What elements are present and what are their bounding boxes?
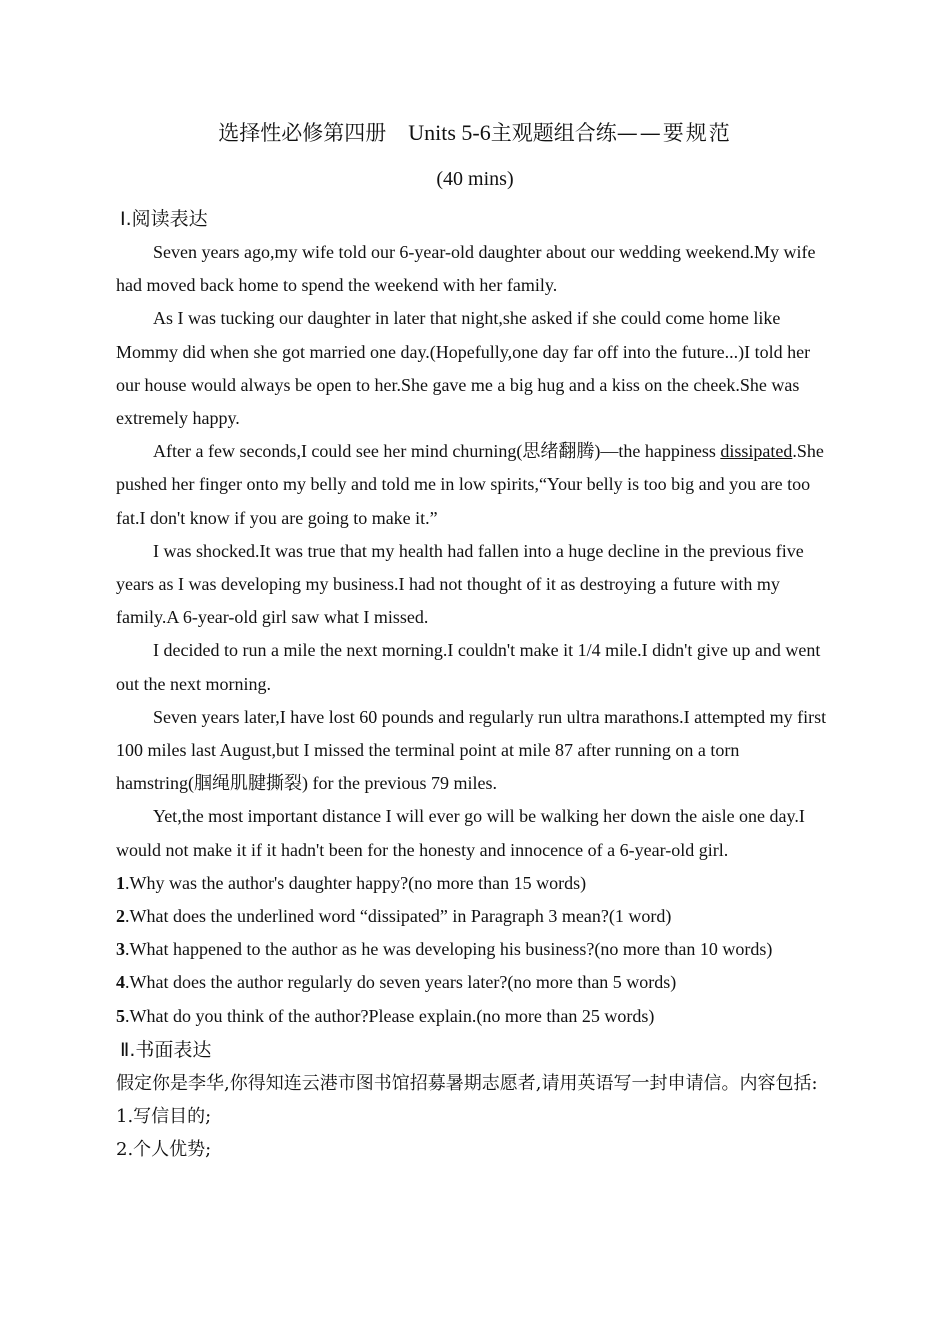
page-title [0,116,950,150]
title-units: Units 5-6 [408,120,491,145]
title-dash: —— [616,121,663,145]
question-2 [116,900,838,933]
question-number: 1 [116,872,125,893]
question-number: 3 [116,939,125,960]
underlined-word: dissipated [720,441,793,462]
writing-prompt: 假定你是李华,你得知连云港市图书馆招募暑期志愿者,请用英语写一封申请信。内容包括: [116,1072,818,1094]
time-limit: (40 mins) [436,168,514,190]
title-cn-main: 主观题组合练 [490,121,617,145]
section-heading-reading: Ⅰ.阅读表达 [120,208,208,230]
question-1 [116,867,838,900]
question-number: 2 [116,906,125,927]
paragraph-3 [116,435,838,535]
question-text: .What do you think of the author?Please explain.(no more than 25 words) [125,1005,655,1026]
question-5 [116,1000,838,1033]
question-4 [116,966,838,999]
paragraph: As I was tucking our daughter in later that night,she asked if she could come home like Mommy did when she got married one day.(Hopefully,one day far off into the future...)I told her our house would always be open to her.She gave me a big hug and a kiss on the cheek.She was extremely happy. [116,308,811,429]
content [116,202,838,1166]
writing-item-1: 1.写信目的; [116,1106,212,1128]
writing-item-2: 2.个人优势; [116,1139,212,1161]
paragraph: Yet,the most important distance I will ever go will be walking her down the aisle one day.I would not make it if it hadn't been for the honesty and innocence of a 6-year-old girl. [116,806,805,860]
question-text: .What happened to the author as he was developing his business?(no more than 10 words) [125,939,773,960]
para3-after: .She pushed her finger onto my belly and told me in low spirits,“Your belly is too big and you are too fat.I don't know if you are going to make it.” [116,441,824,528]
question-number: 5 [116,1005,125,1026]
para3-before: After a few seconds,I could see her mind churning(思绪翻腾)—the happiness [153,441,721,462]
paragraph: I was shocked.It was true that my health had fallen into a huge decline in the previous five years as I was developing my business.I had not thought of it as destroying a future with my family.A 6-year-old girl saw what I missed. [116,540,804,628]
section-heading-writing: Ⅱ.书面表达 [120,1038,212,1061]
question-3 [116,933,838,966]
question-text: .What does the author regularly do seven years later?(no more than 5 words) [125,972,677,993]
question-number: 4 [116,972,125,993]
paragraph: Seven years ago,my wife told our 6-year-old daughter about our wedding weekend.My wife had moved back home to spend the weekend with her family. [116,242,816,296]
title-cn-prefix: 选择性必修第四册 [218,121,387,145]
paragraph: I decided to run a mile the next morning.I couldn't make it 1/4 mile.I didn't give up and went out the next morning. [116,640,821,694]
paragraph: Seven years later,I have lost 60 pounds and regularly run ultra marathons.I attempted my first 100 miles last August,but I missed the terminal point at mile 87 after running on a torn hamstring(腘绳肌腱撕裂) for the previous 79 miles. [116,706,827,794]
question-text: .What does the underlined word “dissipated” in Paragraph 3 mean?(1 word) [125,906,672,927]
title-cn-suffix: 要规范 [662,121,732,145]
question-text: .Why was the author's daughter happy?(no more than 15 words) [125,872,587,893]
